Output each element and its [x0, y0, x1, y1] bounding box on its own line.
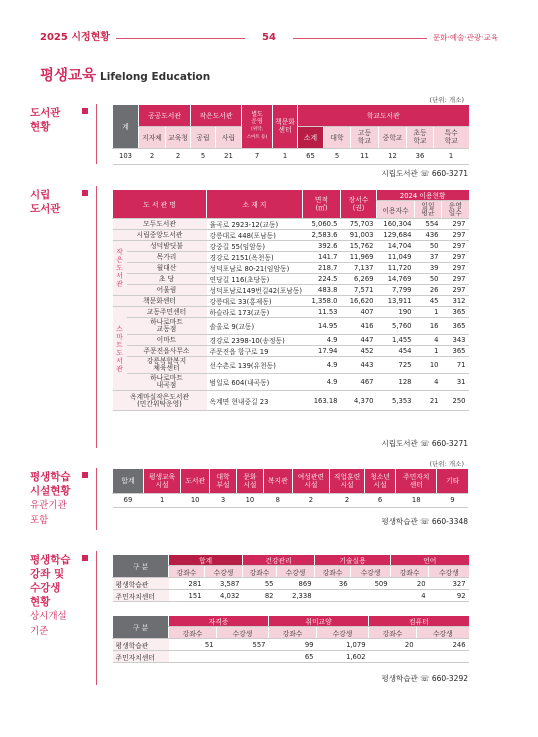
cell: 성덕포남로 80-21(임암동): [207, 263, 303, 274]
cell: 11,049: [377, 252, 415, 263]
cell: 246: [417, 639, 469, 651]
col-header: 도서관: [181, 469, 210, 493]
cell: 옥계면 현내중길 23: [207, 391, 303, 411]
cell: [315, 590, 351, 602]
cell: 4,370: [341, 391, 377, 411]
cell: 선수촌로 139(유천동): [207, 357, 303, 374]
cell: 강중길 55(임암동): [207, 241, 303, 252]
group-label: 작 은 도 서 관: [113, 241, 127, 296]
cell: 1: [144, 493, 181, 507]
col-language: 언어: [391, 555, 469, 566]
col-header: 평생교육 시설: [144, 469, 181, 493]
section-rule: [96, 551, 97, 685]
unit-label: (단위: 개소): [429, 460, 464, 468]
cell: 21: [216, 148, 242, 164]
cell: 45: [415, 296, 442, 307]
cell: 281: [169, 578, 205, 590]
library-name: 월대산: [127, 263, 207, 274]
cell: 151: [169, 590, 205, 602]
cell: 1: [415, 346, 442, 357]
cell: 3: [210, 493, 237, 507]
table-row: [113, 285, 469, 296]
cell: 297: [442, 241, 469, 252]
cell: 21: [415, 391, 442, 411]
cell: 4.9: [303, 357, 341, 374]
table-row: [113, 241, 469, 252]
cell: 4,032: [205, 590, 243, 602]
section-rule: [96, 104, 97, 164]
cell: 75,703: [341, 219, 377, 230]
library-name: 어울림: [127, 285, 207, 296]
cell: 연당길 116(초당동): [207, 274, 303, 285]
col-address: 소 재 지: [207, 190, 303, 219]
cell: 297: [442, 230, 469, 241]
table-row: [113, 252, 469, 263]
cell: 20: [369, 639, 417, 651]
table-row: [113, 639, 469, 651]
library-name: 목가리: [127, 252, 207, 263]
cell: 365: [442, 346, 469, 357]
col-header: 대학 부설: [210, 469, 237, 493]
col-elem: 초등 학교: [407, 126, 434, 148]
cell: 50: [415, 274, 442, 285]
table-row: [113, 391, 469, 411]
cell: 7: [242, 148, 273, 164]
facility-table: [112, 469, 468, 508]
cell: 224.5: [303, 274, 341, 285]
section-marker: [82, 555, 88, 561]
cell: 7,799: [377, 285, 415, 296]
col-priv: 사립: [216, 126, 242, 148]
col-skill: 기술실용: [315, 555, 391, 566]
cell: 18: [396, 493, 437, 507]
col-header: 청소년 시설: [365, 469, 396, 493]
section-facility: 평생학습 시설현황 유관기관 포함: [30, 470, 90, 528]
cell: 365: [442, 318, 469, 335]
section-course: 평생학습 강좌 및 수강생 현황 상시개설 기준: [30, 553, 90, 639]
col-univ: 대학: [324, 126, 351, 148]
col-small: 작은도서관: [191, 105, 242, 126]
row-label: 평생학습관: [113, 578, 169, 590]
section-marker: [82, 108, 88, 114]
library-name: 하나로마트 교동점: [127, 318, 207, 335]
cell: 557: [217, 639, 269, 651]
col-usage: 2024 이용현황: [377, 190, 469, 201]
cell: 452: [341, 346, 377, 357]
cell: 8: [263, 493, 292, 507]
contact-note: 평생학습관 ☏ 660-3348: [381, 517, 468, 526]
col-students: 수강생: [217, 627, 269, 639]
cell: 5: [191, 148, 216, 164]
cell: 12: [379, 148, 407, 164]
cell: 3,587: [205, 578, 243, 590]
cell: 128: [377, 374, 415, 391]
col-lectures: 강좌수: [243, 566, 277, 578]
col-daily: 일일 평균: [415, 201, 442, 219]
col-lectures: 강좌수: [369, 627, 417, 639]
cell: 50: [415, 241, 442, 252]
col-header: 기타: [437, 469, 468, 493]
section-rule: [96, 468, 97, 530]
col-special: 특수 학교: [434, 126, 469, 148]
header-left: 2025 시정현황: [40, 29, 116, 47]
cell: 312: [442, 296, 469, 307]
cell: 392.6: [303, 241, 341, 252]
contact-note: 시립도서관 ☏ 660-3271: [381, 169, 468, 178]
cell: 경강로 2151(옥천동): [207, 252, 303, 263]
col-category: 구 분: [113, 555, 169, 578]
library-name: 시립중앙도서관: [113, 230, 207, 241]
cell: 5,353: [377, 391, 415, 411]
table-row: [113, 274, 469, 285]
col-separate: 별도 운영 (위탁, 스마트 등): [242, 105, 273, 148]
cell: [217, 651, 269, 663]
cell: 하슬라로 173(교동): [207, 307, 303, 318]
cell: 26: [415, 285, 442, 296]
cell: [369, 651, 417, 663]
cell: 454: [377, 346, 415, 357]
col-days: 운영 일수: [442, 201, 469, 219]
cell: 11.53: [303, 307, 341, 318]
col-name: 도 서 관 명: [113, 190, 207, 219]
cell: 솔올로 9(교동): [207, 318, 303, 335]
table-row: [113, 318, 469, 335]
cell: 31: [442, 374, 469, 391]
cell: 129,684: [377, 230, 415, 241]
col-local: 지자체: [139, 126, 166, 148]
cell: 443: [341, 357, 377, 374]
cell: 성덕포남로149번길42(포남동): [207, 285, 303, 296]
row-label: 평생학습관: [113, 639, 169, 651]
cell: 17.94: [303, 346, 341, 357]
library-name: 초 당: [127, 274, 207, 285]
col-book-center: 책문화 센터: [273, 105, 298, 148]
col-lectures: 강좌수: [391, 566, 429, 578]
cell: 4.9: [303, 374, 341, 391]
course-table-2: [112, 616, 469, 663]
cell: 2: [139, 148, 166, 164]
row-label: 주민자치센터: [113, 590, 169, 602]
col-header: 문화 시설: [236, 469, 263, 493]
library-name: 주문진읍사무소: [127, 346, 207, 357]
cell: 4: [415, 374, 442, 391]
cell: 725: [377, 357, 415, 374]
col-edu: 교육청: [166, 126, 191, 148]
library-name: 교동주민센터: [127, 307, 207, 318]
cell: 55: [243, 578, 277, 590]
cell: 1: [415, 307, 442, 318]
cell: 15,762: [341, 241, 377, 252]
cell: 2,338: [277, 590, 315, 602]
cell: 9: [437, 493, 468, 507]
library-name: 모두도서관: [113, 219, 207, 230]
cell: 2: [329, 493, 364, 507]
library-name: 강릉복합복지 체육센터: [127, 357, 207, 374]
cell: 5,760: [377, 318, 415, 335]
col-computer: 컴퓨터: [369, 616, 469, 627]
cell: [351, 590, 391, 602]
cell: 71: [442, 357, 469, 374]
col-books: 장서수 (권): [341, 190, 377, 219]
cell: 190: [377, 307, 415, 318]
library-table: [112, 105, 469, 165]
cell: 2: [292, 493, 329, 507]
table-row: [113, 651, 469, 663]
cell: 365: [442, 307, 469, 318]
col-users: 이용자수: [377, 201, 415, 219]
header-right: 문화·예술·관광·교육: [427, 29, 498, 47]
col-hobby: 취미교양: [269, 616, 369, 627]
col-mid: 중학교: [379, 126, 407, 148]
cell: 160,304: [377, 219, 415, 230]
course-table-1: [112, 555, 469, 602]
cell: 65: [269, 651, 317, 663]
cell: [169, 651, 217, 663]
cell: 163.18: [303, 391, 341, 411]
cell: 297: [442, 219, 469, 230]
cell: 1,455: [377, 335, 415, 346]
cell: 343: [442, 335, 469, 346]
cell: 10: [415, 357, 442, 374]
cell: 2,583.6: [303, 230, 341, 241]
page-title: [40, 64, 210, 85]
title-en: Lifelong Education: [100, 71, 211, 83]
col-license: 자격증: [169, 616, 269, 627]
cell: 10: [236, 493, 263, 507]
col-lectures: 강좌수: [315, 566, 351, 578]
section-rule: [96, 186, 97, 448]
title-ko: 평생교육: [40, 68, 97, 84]
cell: 554: [415, 219, 442, 230]
col-school: 학교도서관: [298, 105, 469, 126]
cell: 218.7: [303, 263, 341, 274]
cell: 69: [113, 493, 144, 507]
col-category: 구 분: [113, 616, 169, 639]
col-header: 복지관: [263, 469, 292, 493]
contact-note: 시립도서관 ☏ 660-3271: [381, 439, 468, 448]
cell: 10: [181, 493, 210, 507]
col-lectures: 강좌수: [169, 566, 205, 578]
cell: 4: [415, 335, 442, 346]
cell: 주문진읍 항구로 19: [207, 346, 303, 357]
col-header: 합계: [113, 469, 144, 493]
cell: 297: [442, 285, 469, 296]
table-row: [113, 263, 469, 274]
cell: 99: [269, 639, 317, 651]
cell: 6,269: [341, 274, 377, 285]
table-row: [113, 148, 469, 164]
cell: 1,358.0: [303, 296, 341, 307]
cell: 14,704: [377, 241, 415, 252]
section-library: 도서관 현황: [30, 106, 90, 134]
table-row: [113, 346, 469, 357]
cell: 36: [407, 148, 434, 164]
cell: 416: [341, 318, 377, 335]
cell: 250: [442, 391, 469, 411]
cell: 1,602: [317, 651, 369, 663]
cell: 327: [429, 578, 469, 590]
contact-note: 평생학습관 ☏ 660-3292: [381, 674, 468, 683]
cell: 5: [324, 148, 351, 164]
col-students: 수강생: [317, 627, 369, 639]
library-name: 하나로마트 내곡점: [127, 374, 207, 391]
cell: 2: [166, 148, 191, 164]
cell: 65: [298, 148, 324, 164]
col-pub: 공립: [191, 126, 216, 148]
table-row: [113, 493, 469, 507]
cell: 13,911: [377, 296, 415, 307]
cell: 92: [429, 590, 469, 602]
col-students: 수강생: [351, 566, 391, 578]
col-header: 주민자치 센터: [396, 469, 437, 493]
cell: 범일로 604(내곡동): [207, 374, 303, 391]
cell: 37: [415, 252, 442, 263]
table-row: [113, 357, 469, 374]
cell: 11: [351, 148, 379, 164]
row-label: 주민자치센터: [113, 651, 169, 663]
section-city-library: 시립 도서관: [30, 188, 90, 216]
cell: 483.8: [303, 285, 341, 296]
table-row: [113, 578, 469, 590]
library-name: 책문화센터: [113, 296, 207, 307]
col-high: 고등 학교: [351, 126, 379, 148]
cell: 16,620: [341, 296, 377, 307]
cell: 4: [391, 590, 429, 602]
table-row: [113, 230, 469, 241]
table-row: [113, 296, 469, 307]
cell: 6: [365, 493, 396, 507]
page-number: 54: [245, 29, 293, 47]
cell: 20: [391, 578, 429, 590]
cell: 467: [341, 374, 377, 391]
cell: 1,079: [317, 639, 369, 651]
cell: 5,060.5: [303, 219, 341, 230]
cell: 11,969: [341, 252, 377, 263]
col-total: 계: [113, 105, 139, 148]
col-header: 여성관련 시설: [292, 469, 329, 493]
cell: 16: [415, 318, 442, 335]
section-marker: [82, 190, 88, 196]
cell: 447: [341, 335, 377, 346]
table-row: [113, 335, 469, 346]
col-sum: 소계: [298, 126, 324, 148]
col-students: 수강생: [205, 566, 243, 578]
cell: 강릉대로 448(포남동): [207, 230, 303, 241]
group-label: 스 마 트 도 서 관: [113, 307, 127, 391]
cell: 11,720: [377, 263, 415, 274]
cell: 7,137: [341, 263, 377, 274]
cell: 103: [113, 148, 139, 164]
library-name: 성덕밤딧불: [127, 241, 207, 252]
cell: 436: [415, 230, 442, 241]
cell: 14,769: [377, 274, 415, 285]
cell: 7,571: [341, 285, 377, 296]
cell: 297: [442, 274, 469, 285]
table-row: [113, 307, 469, 318]
col-total: 합계: [169, 555, 243, 566]
cell: 869: [277, 578, 315, 590]
col-lectures: 강좌수: [169, 627, 217, 639]
col-public: 공공도서관: [139, 105, 191, 126]
section-marker: [82, 472, 88, 478]
col-students: 수강생: [417, 627, 469, 639]
col-students: 수강생: [429, 566, 469, 578]
cell: 82: [243, 590, 277, 602]
cell: 1: [434, 148, 469, 164]
cell: 51: [169, 639, 217, 651]
unit-label: (단위: 개소): [429, 96, 464, 104]
cell: 91,003: [341, 230, 377, 241]
cell: 율곡로 2923-12(교동): [207, 219, 303, 230]
table-row: [113, 590, 469, 602]
cell: 407: [341, 307, 377, 318]
cell: 509: [351, 578, 391, 590]
cell: 141.7: [303, 252, 341, 263]
col-lectures: 강좌수: [269, 627, 317, 639]
library-name: 옥계마실작은도서관 (민간위탁운영): [113, 391, 207, 411]
cell: 14.95: [303, 318, 341, 335]
cell: 297: [442, 252, 469, 263]
city-library-table: [112, 190, 469, 411]
cell: 경강로 2398-10(송정동): [207, 335, 303, 346]
cell: 1: [273, 148, 298, 164]
table-row: [113, 374, 469, 391]
col-header: 직업훈련 시설: [329, 469, 364, 493]
cell: [417, 651, 469, 663]
col-area: 면적 (㎡): [303, 190, 341, 219]
cell: 39: [415, 263, 442, 274]
page-header: [40, 29, 498, 47]
table-row: [113, 219, 469, 230]
cell: 강릉대로 33(홍제동): [207, 296, 303, 307]
col-students: 수강생: [277, 566, 315, 578]
col-health: 건강관리: [243, 555, 315, 566]
cell: 4.9: [303, 335, 341, 346]
library-name: 이마트: [127, 335, 207, 346]
cell: 297: [442, 263, 469, 274]
cell: 36: [315, 578, 351, 590]
